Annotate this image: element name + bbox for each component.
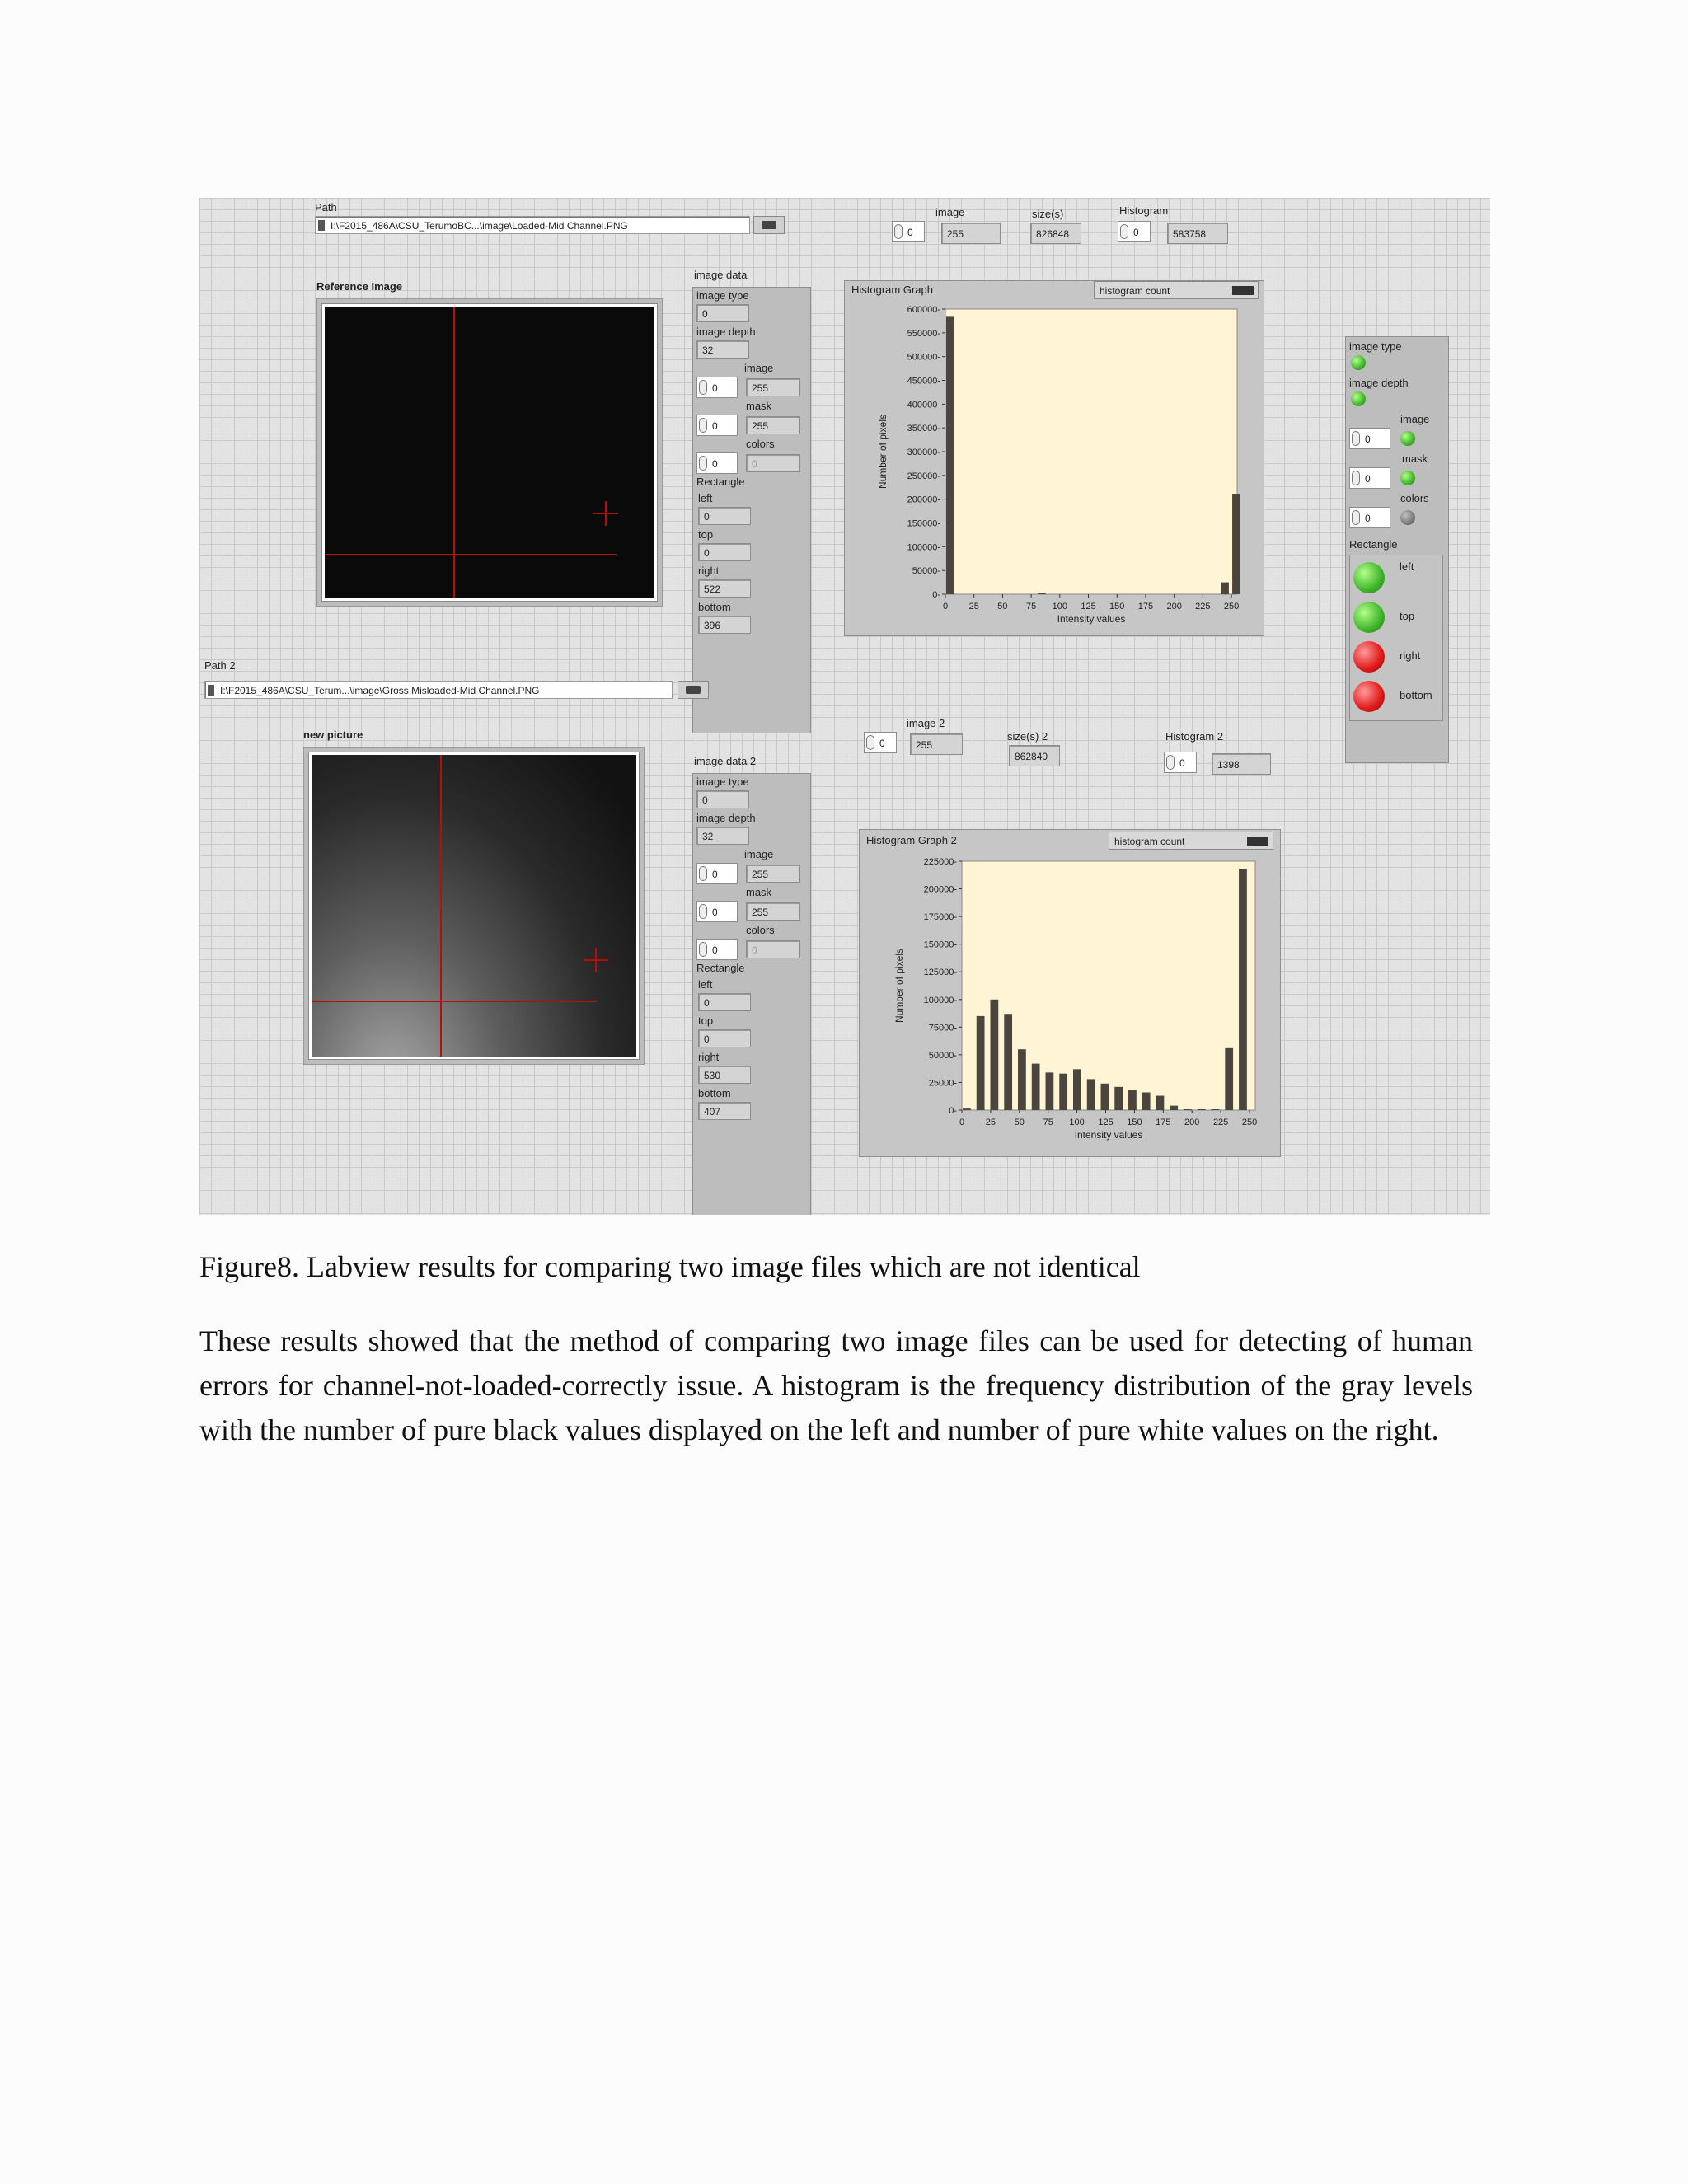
path-type-icon — [318, 220, 325, 231]
right-indicator — [698, 1066, 751, 1084]
comparison-cluster — [1345, 336, 1449, 763]
histogram-bar — [1018, 1049, 1026, 1110]
figure-caption: Figure8. Labview results for comparing two image files which are not identical — [199, 1250, 1141, 1283]
colors-value-indicator — [746, 454, 800, 472]
y-tick-label: 150000- — [923, 940, 957, 950]
bottom-label: bottom — [698, 601, 731, 613]
right-indicator — [698, 579, 751, 598]
bottom-value: 407 — [704, 1106, 721, 1118]
histogram-bar — [1184, 1109, 1192, 1110]
x-tick-label: 250 — [1223, 602, 1240, 612]
y-tick-label: 150000- — [907, 518, 940, 529]
image-depth-label: image depth — [696, 326, 756, 338]
top-label: top — [1400, 610, 1415, 622]
x-axis-label: Intensity values — [1074, 1129, 1143, 1141]
size-value: 826848 — [1036, 228, 1070, 240]
rectangle-label: Rectangle — [696, 476, 745, 488]
image-value-indicator — [746, 378, 800, 396]
spinner-icon[interactable] — [699, 866, 707, 881]
top-value: 0 — [704, 1033, 710, 1045]
colors-value-indicator — [746, 940, 800, 958]
y-tick-label: 125000- — [923, 968, 957, 978]
new-picture-image[interactable] — [309, 752, 639, 1059]
size2-indicator — [1009, 745, 1060, 766]
right-label: right — [1400, 649, 1421, 662]
image-depth-value: 32 — [702, 344, 714, 356]
histogram2-label: Histogram 2 — [1165, 730, 1224, 743]
image-depth-label: image depth — [1349, 377, 1409, 389]
x-tick-label: 25 — [968, 602, 979, 612]
histogram-graph-title: Histogram Graph — [851, 284, 933, 296]
left-label: left — [1400, 560, 1414, 573]
spinner-icon[interactable] — [1120, 224, 1128, 239]
right-led — [1353, 641, 1385, 673]
legend-label: histogram count — [1114, 836, 1185, 847]
image-data2-cluster — [692, 773, 811, 1215]
x-tick-label: 50 — [997, 602, 1008, 612]
image-type-indicator — [696, 790, 749, 808]
image-label: image — [1400, 413, 1430, 425]
image-index-control[interactable] — [696, 377, 738, 398]
x-tick-label: 125 — [1098, 1118, 1114, 1127]
x-tick-label: 200 — [1166, 602, 1182, 612]
spinner-icon[interactable] — [894, 224, 903, 239]
colors-index-value: 0 — [712, 458, 718, 470]
bottom-indicator — [698, 1102, 751, 1120]
image-index-control[interactable] — [1349, 428, 1390, 449]
y-axis-label: Number of pixels — [877, 414, 889, 490]
image-depth-value: 32 — [702, 831, 714, 842]
reference-image[interactable] — [322, 304, 657, 601]
crosshair-vertical — [440, 755, 442, 1057]
left-indicator — [698, 507, 751, 525]
y-tick-label: 600000- — [907, 305, 940, 315]
right-value: 522 — [704, 583, 721, 595]
histogram-bar — [1004, 1014, 1012, 1110]
top-indicator — [698, 1029, 751, 1047]
y-tick-label: 100000- — [923, 995, 957, 1005]
mask-index-value: 0 — [712, 907, 718, 918]
histogram-bar — [1221, 583, 1229, 594]
histogram-bar — [1198, 1109, 1206, 1110]
spinner-icon[interactable] — [866, 735, 874, 750]
image-depth-led — [1351, 391, 1366, 406]
mask-value-indicator — [746, 902, 800, 921]
histogram2-indicator — [1212, 753, 1271, 775]
spinner-icon[interactable] — [699, 418, 707, 433]
plot-area — [945, 309, 1237, 594]
x-tick-label: 150 — [1127, 1118, 1142, 1127]
image-value-indicator — [746, 865, 800, 883]
colors-index-control[interactable] — [1349, 507, 1390, 528]
histogram-bar — [1232, 494, 1240, 594]
x-tick-label: 75 — [1025, 602, 1037, 612]
spinner-icon[interactable] — [699, 380, 707, 395]
histogram-graph-2 — [859, 829, 1281, 1157]
size-indicator — [1030, 223, 1081, 244]
image-label: image — [935, 206, 965, 218]
image-type-led — [1351, 355, 1366, 370]
browse2-button[interactable] — [678, 681, 709, 699]
image-value: 255 — [947, 228, 964, 240]
image2-index-value: 0 — [879, 738, 885, 749]
spinner-icon[interactable] — [1166, 755, 1175, 770]
size2-value: 862840 — [1015, 751, 1048, 762]
path-input[interactable] — [315, 216, 750, 234]
path-value: I:\F2015_486A\CSU_TerumoBC...\image\Loaded-Mid Channel.PNG — [331, 220, 628, 232]
top-value: 0 — [704, 547, 710, 559]
y-tick-label: 250000- — [907, 471, 940, 481]
colors-index-control[interactable] — [696, 939, 738, 960]
histogram-label: Histogram — [1119, 204, 1169, 217]
image-depth-label: image depth — [696, 812, 756, 824]
histogram-bar — [977, 1016, 985, 1110]
bottom-label: bottom — [698, 1087, 731, 1099]
histogram-bar — [1087, 1079, 1095, 1110]
top-label: top — [698, 1015, 714, 1027]
new-picture-label: new picture — [303, 729, 363, 741]
histogram-bar — [1073, 1069, 1081, 1110]
y-tick-label: 450000- — [907, 376, 940, 387]
image-label: image — [744, 848, 774, 860]
image-label: image — [744, 362, 774, 374]
left-label: left — [698, 978, 713, 991]
colors-index-value: 0 — [712, 944, 718, 956]
image-type-indicator — [696, 304, 749, 322]
y-tick-label: 400000- — [907, 400, 940, 410]
mask-label: mask — [746, 886, 772, 898]
x-tick-label: 75 — [1043, 1118, 1053, 1127]
image2-index-control[interactable] — [864, 732, 897, 753]
image-led — [1400, 431, 1415, 446]
y-tick-label: 550000- — [907, 328, 940, 339]
bottom-indicator — [698, 616, 751, 634]
image-depth-indicator — [696, 827, 749, 845]
spinner-icon[interactable] — [1352, 471, 1360, 485]
image2-label: image 2 — [907, 717, 945, 729]
histogram-bar — [1114, 1087, 1123, 1110]
x-tick-label: 200 — [1184, 1118, 1200, 1127]
y-tick-label: 300000- — [907, 448, 940, 457]
path-type-icon — [208, 685, 214, 696]
image-type-label: image type — [696, 776, 749, 788]
x-tick-label: 175 — [1156, 1118, 1171, 1127]
histogram-bar — [1142, 1093, 1151, 1110]
spinner-icon[interactable] — [699, 904, 707, 919]
mask-index-control[interactable] — [696, 901, 738, 922]
image-index-value: 0 — [712, 382, 718, 394]
histogram-bar — [1032, 1064, 1040, 1110]
histogram-bar — [1212, 1109, 1220, 1110]
histogram-bar — [1156, 1096, 1165, 1110]
x-tick-label: 100 — [1052, 602, 1068, 612]
image-index-control[interactable] — [892, 221, 925, 242]
body-paragraph: These results showed that the method of comparing two image files can be used for detecting of human errors for channel-not-loaded-correctly issue. A histogram is the frequency distribution of the gray levels with the number of pure black values displayed on the left and number of pure white values on the right. — [199, 1324, 1473, 1446]
spinner-icon[interactable] — [1352, 431, 1360, 446]
colors-label: colors — [1400, 492, 1429, 504]
y-tick-label: 225000- — [923, 857, 957, 867]
labview-front-panel — [199, 198, 1490, 1215]
histogram-bar — [1059, 1074, 1067, 1110]
rectangle-label: Rectangle — [696, 962, 745, 974]
histogram-graph-plot — [845, 281, 1264, 635]
histogram-bar — [963, 1108, 971, 1110]
histogram-bar — [1128, 1090, 1137, 1110]
histogram-bar — [1239, 869, 1247, 1110]
path2-input[interactable] — [204, 681, 673, 699]
reference-image-label: Reference Image — [316, 280, 403, 293]
roi-marker-icon — [584, 959, 608, 961]
image-value-indicator — [941, 223, 1001, 244]
image-type-label: image type — [696, 289, 749, 302]
spinner-icon[interactable] — [1352, 510, 1360, 525]
legend-label: histogram count — [1100, 285, 1170, 297]
left-label: left — [698, 492, 713, 504]
y-tick-label: 100000- — [907, 542, 940, 553]
histogram-index-control[interactable] — [1118, 221, 1151, 242]
image-depth-indicator — [696, 340, 749, 359]
mask-index-value: 0 — [712, 420, 718, 432]
spinner-icon[interactable] — [699, 456, 707, 471]
mask-value-indicator — [746, 416, 800, 434]
y-axis-label: Number of pixels — [893, 948, 905, 1024]
x-tick-label: 0 — [959, 1118, 965, 1127]
image-index-value: 0 — [1365, 434, 1371, 445]
image-index-value: 0 — [907, 227, 913, 238]
top-indicator — [698, 543, 751, 561]
histogram-bar — [1101, 1084, 1109, 1110]
crosshair-horizontal — [312, 1001, 597, 1002]
left-value: 0 — [704, 511, 710, 523]
y-tick-label: 0- — [949, 1106, 957, 1116]
crosshair-horizontal — [325, 554, 617, 555]
mask-label: mask — [1402, 452, 1428, 465]
mask-index-control[interactable] — [696, 415, 738, 436]
image-index-value: 0 — [712, 869, 718, 880]
y-tick-label: 175000- — [923, 912, 957, 923]
new-picture-frame — [303, 747, 645, 1065]
x-tick-label: 250 — [1241, 1118, 1258, 1127]
histogram-index-value: 0 — [1133, 227, 1139, 238]
histogram-bar — [991, 1000, 999, 1110]
histogram-graph — [844, 280, 1264, 636]
histogram2-value: 1398 — [1217, 759, 1240, 771]
browse-button[interactable] — [753, 216, 785, 234]
left-led — [1353, 562, 1385, 593]
x-tick-label: 225 — [1212, 1118, 1229, 1127]
top-led — [1353, 602, 1385, 633]
histogram-bar — [1170, 1106, 1178, 1110]
y-tick-label: 350000- — [907, 424, 940, 434]
image-data-cluster — [692, 287, 811, 733]
histogram-indicator — [1167, 223, 1228, 244]
x-tick-label: 50 — [1014, 1118, 1025, 1127]
histogram-value: 583758 — [1173, 228, 1207, 240]
mask-value: 255 — [752, 907, 769, 918]
image-value: 255 — [752, 869, 769, 880]
x-tick-label: 150 — [1109, 602, 1125, 612]
mask-label: mask — [746, 400, 772, 412]
colors-value: 0 — [752, 944, 757, 956]
top-label: top — [698, 528, 714, 541]
x-tick-label: 225 — [1195, 602, 1211, 612]
x-tick-label: 125 — [1081, 602, 1096, 612]
rectangle-led-group — [1349, 555, 1443, 721]
y-tick-label: 75000- — [928, 1023, 957, 1033]
colors-index-value: 0 — [1365, 513, 1371, 524]
histogram-bar — [946, 316, 954, 594]
reference-image-frame — [316, 298, 663, 607]
mask-led — [1400, 471, 1415, 485]
image-type-value: 0 — [702, 308, 708, 320]
x-axis-label: Intensity values — [1057, 613, 1126, 625]
image2-value: 255 — [916, 739, 933, 751]
histogram-graph-2-title: Histogram Graph 2 — [866, 834, 957, 846]
mask-index-control[interactable] — [1349, 467, 1390, 489]
x-tick-label: 0 — [942, 602, 949, 612]
y-tick-label: 200000- — [923, 884, 957, 895]
y-tick-label: 200000- — [907, 494, 940, 505]
left-value: 0 — [704, 997, 710, 1009]
size2-label: size(s) 2 — [1007, 730, 1048, 743]
y-tick-label: 25000- — [928, 1078, 957, 1089]
image-type-label: image type — [1349, 340, 1402, 353]
histogram-bar — [1038, 593, 1046, 594]
x-tick-label: 100 — [1069, 1118, 1085, 1127]
y-tick-label: 0- — [932, 590, 940, 600]
right-label: right — [698, 1051, 720, 1063]
colors-led — [1400, 510, 1415, 525]
right-label: right — [698, 565, 720, 577]
image-index-control[interactable] — [696, 863, 738, 884]
histogram2-index-control[interactable] — [1164, 752, 1197, 773]
size-label: size(s) — [1032, 208, 1064, 220]
x-tick-label: 25 — [985, 1118, 996, 1127]
path2-label: Path 2 — [204, 659, 236, 672]
histogram-bar — [1225, 1048, 1233, 1110]
colors-label: colors — [746, 438, 775, 450]
left-indicator — [698, 993, 751, 1011]
y-tick-label: 50000- — [912, 566, 940, 577]
y-tick-label: 50000- — [928, 1050, 957, 1061]
mask-index-value: 0 — [1365, 473, 1371, 485]
image2-value-indicator — [910, 733, 963, 755]
histogram2-index-value: 0 — [1179, 757, 1185, 769]
image-type-value: 0 — [702, 794, 708, 806]
colors-index-control[interactable] — [696, 452, 738, 474]
right-value: 530 — [704, 1070, 721, 1081]
bottom-led — [1353, 681, 1385, 712]
path-label: Path — [315, 201, 337, 213]
x-tick-label: 175 — [1137, 602, 1154, 612]
rectangle-label: Rectangle — [1349, 538, 1398, 551]
image-value: 255 — [752, 382, 769, 394]
roi-marker-icon — [593, 513, 618, 514]
colors-label: colors — [746, 924, 775, 936]
colors-value: 0 — [752, 458, 757, 470]
bottom-label: bottom — [1400, 689, 1432, 701]
path2-value: I:\F2015_486A\CSU_Terum...\image\Gross Misloaded-Mid Channel.PNG — [220, 685, 540, 696]
mask-value: 255 — [752, 420, 769, 432]
histogram-bar — [1046, 1072, 1054, 1110]
histogram-graph-2-plot — [860, 830, 1280, 1156]
spinner-icon[interactable] — [699, 942, 707, 957]
bottom-value: 396 — [704, 620, 721, 631]
image-data2-title: image data 2 — [694, 755, 757, 767]
y-tick-label: 500000- — [907, 352, 940, 363]
image-data-title: image data — [694, 269, 748, 281]
